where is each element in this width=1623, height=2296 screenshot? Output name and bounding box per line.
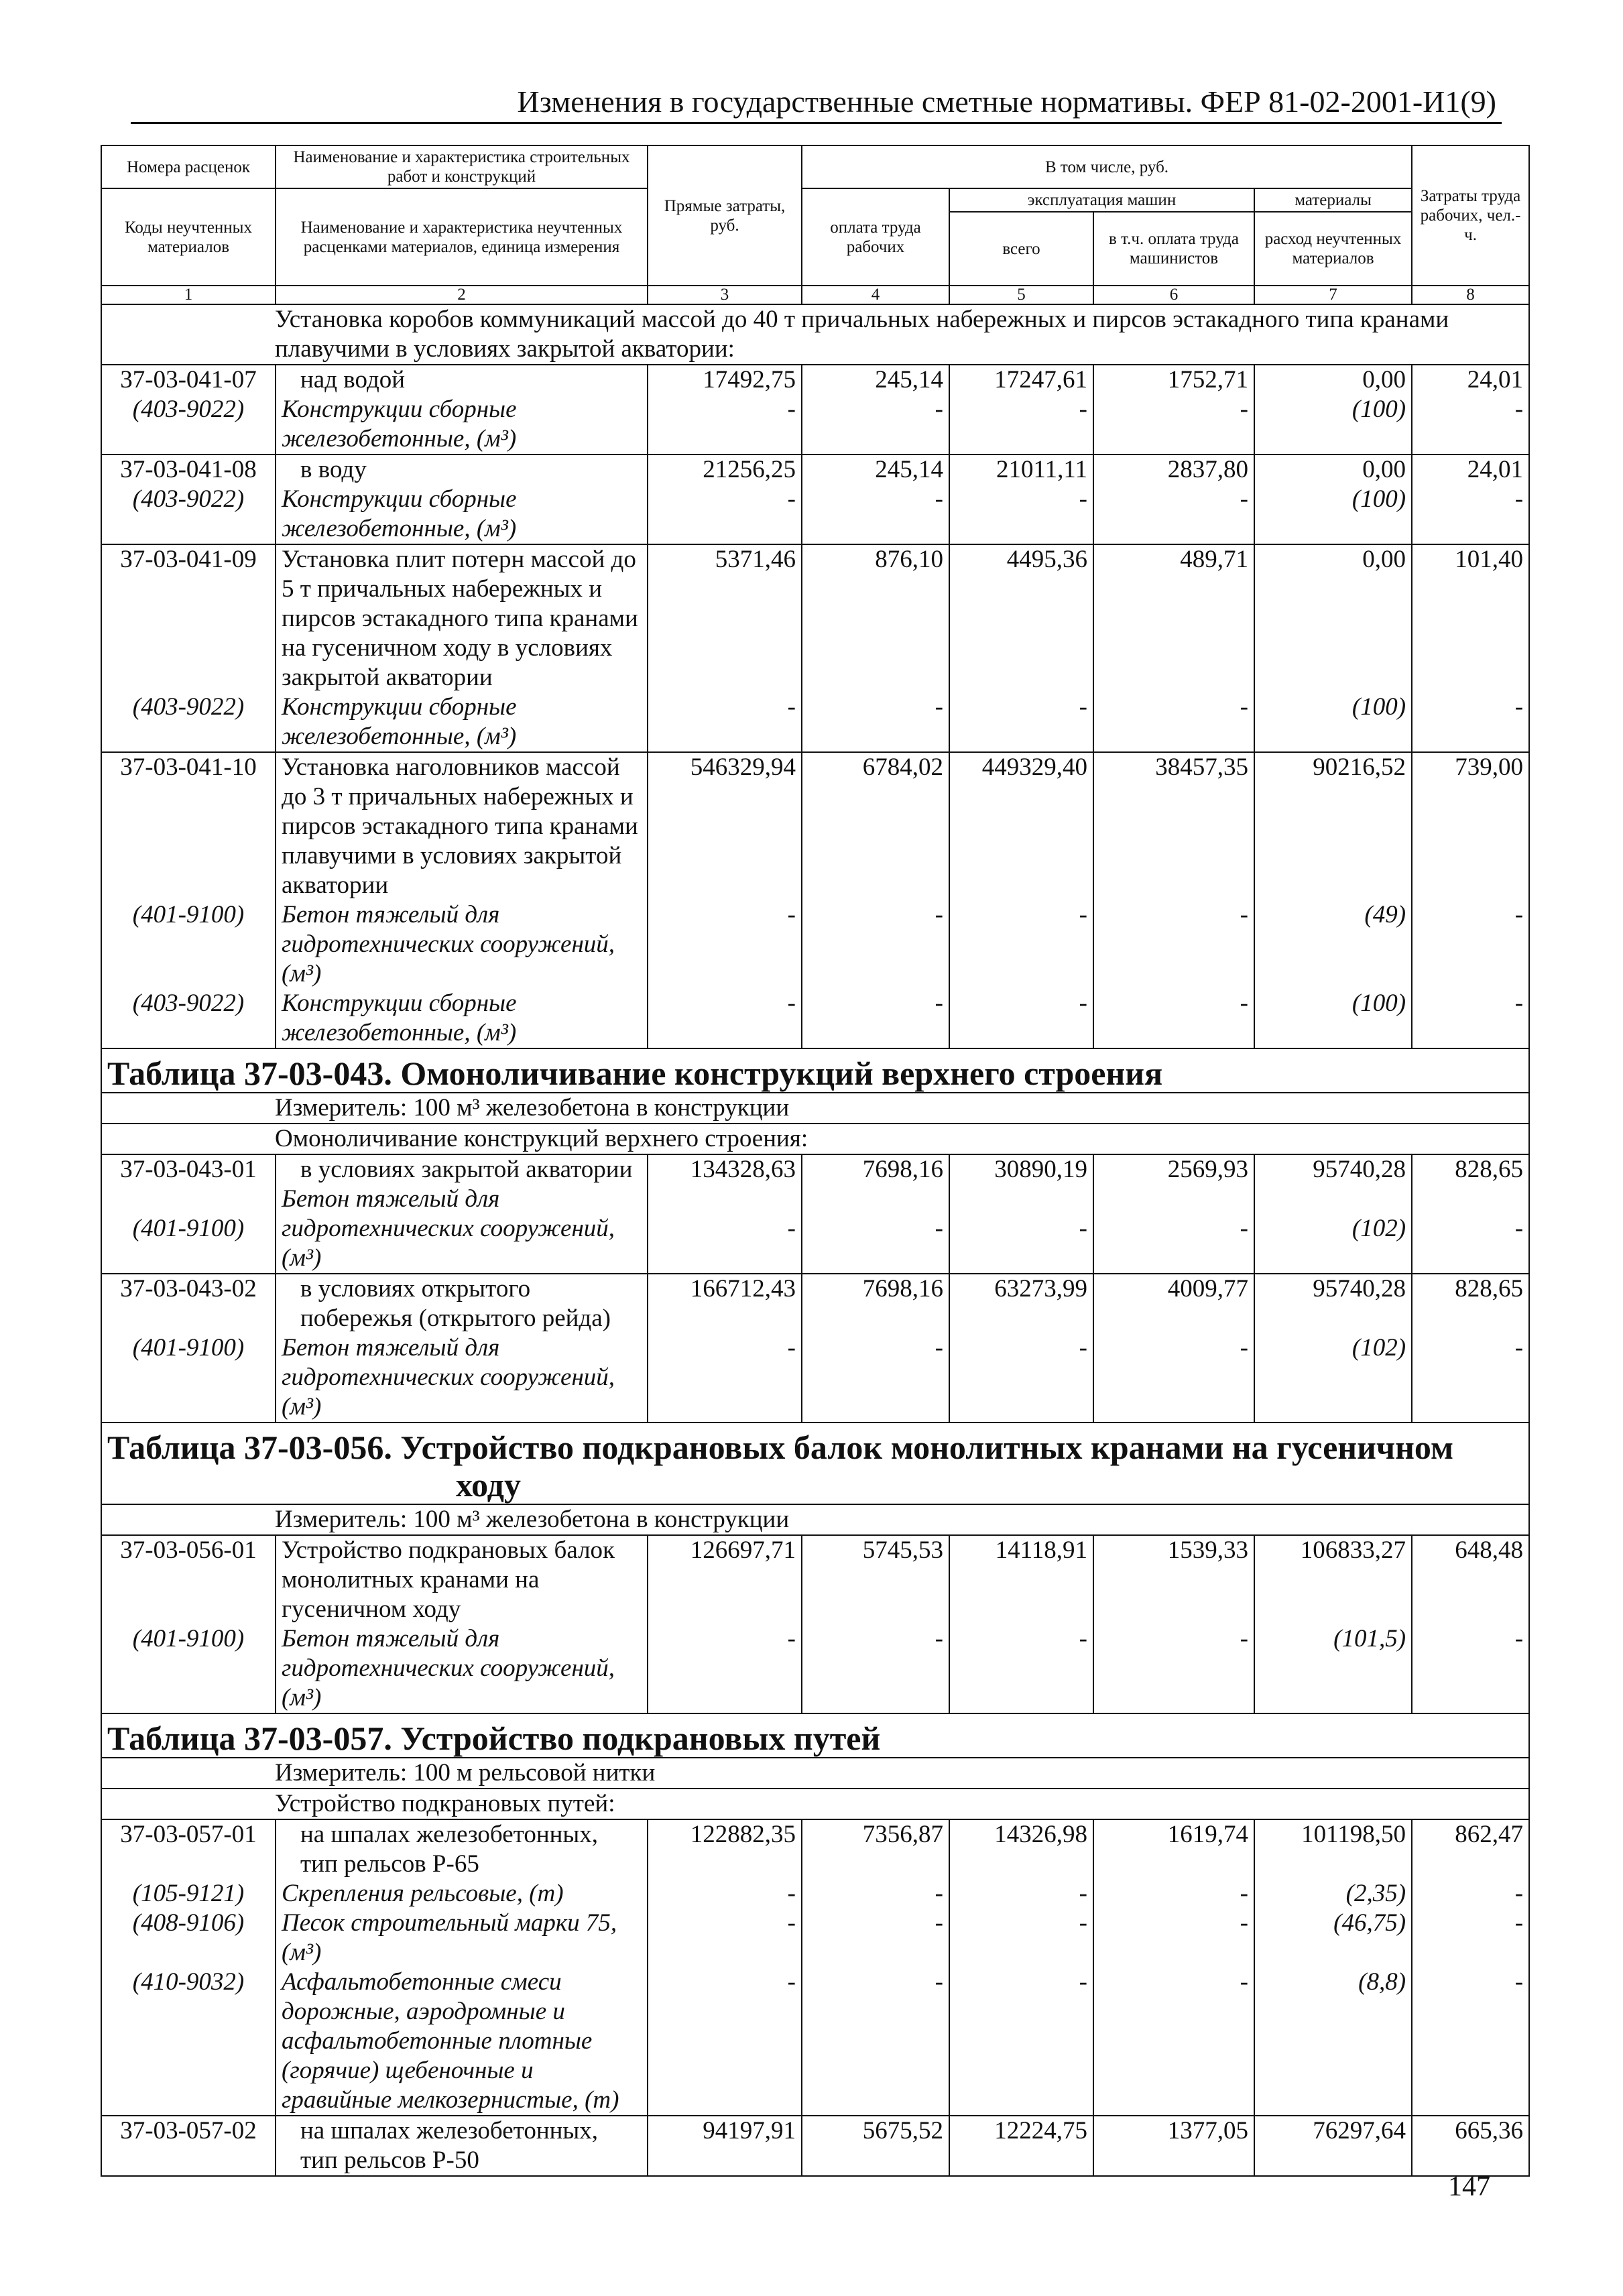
value: 0,00 <box>1362 546 1406 573</box>
material-name: Конструкции сборные железобетонные, (м³) <box>282 396 517 452</box>
machinists-pay <box>1093 544 1254 752</box>
rate-code <box>101 1274 276 1423</box>
name-text: Устройство подкрановых балок монолитных кранами на гусеничном ходу <box>282 1536 615 1623</box>
value: 245,14 <box>875 366 943 394</box>
value: - <box>787 1909 796 1937</box>
machinists-pay <box>1093 1154 1254 1274</box>
value: 6784,02 <box>862 753 943 781</box>
machines-total <box>949 455 1093 544</box>
value: - <box>935 485 943 513</box>
labor-pay <box>802 544 949 752</box>
value: - <box>1240 1968 1248 1996</box>
value: (102) <box>1351 1334 1406 1362</box>
title-line: Таблица 37-03-056. Устройство подкрановых балок монолитных кранами на гусеничном <box>107 1429 1454 1466</box>
direct-cost: 94197,91 <box>648 2116 802 2176</box>
material-code: (401-9100) <box>132 1334 245 1362</box>
value: 30890,19 <box>994 1156 1087 1183</box>
value: - <box>935 1909 943 1937</box>
col-labor-pay: оплата труда рабочих <box>802 188 949 286</box>
machines-total <box>949 1274 1093 1423</box>
value: - <box>935 1334 943 1362</box>
value: - <box>1514 1968 1524 1996</box>
materials <box>1254 1819 1412 2116</box>
value: - <box>1514 901 1524 928</box>
labor-pay <box>802 1819 949 2116</box>
material-name: Песок строительный марки 75, (м³) <box>282 1909 617 1966</box>
machines-total <box>949 752 1093 1048</box>
value: 7698,16 <box>862 1156 943 1183</box>
material-code: (401-9100) <box>132 1625 245 1652</box>
value: 21256,25 <box>703 456 796 483</box>
value: - <box>1240 1625 1248 1652</box>
machines-total <box>949 544 1093 752</box>
machinists-pay <box>1093 1535 1254 1713</box>
page-number: 147 <box>1448 2171 1490 2202</box>
material-name: Асфальтобетонные смеси дорожные, аэродромные и асфальтобетонные плотные (горячие) щебеночные и гравийные мелкозернистые, (т) <box>282 1968 619 2114</box>
material-name: Бетон тяжелый для гидротехнических сооружений, (м³) <box>282 1185 615 1272</box>
value: 7356,87 <box>862 1821 943 1848</box>
table-header <box>101 145 1529 304</box>
value: - <box>1240 1880 1248 1907</box>
col-num: 2 <box>276 286 648 304</box>
table-row <box>101 455 1529 544</box>
meter-text: Измеритель: 100 м рельсовой нитки <box>101 1758 1529 1789</box>
sub-row <box>101 1124 1529 1154</box>
material-name: Бетон тяжелый для гидротехнических сооружений, (м³) <box>282 901 615 987</box>
value: 106833,27 <box>1300 1536 1406 1564</box>
value: 14326,98 <box>994 1821 1087 1848</box>
col-direct: Прямые затраты, руб. <box>648 145 802 286</box>
value: 2569,93 <box>1167 1156 1248 1183</box>
col-machines-total: всего <box>949 212 1093 286</box>
col-num: 8 <box>1412 286 1529 304</box>
rate-name <box>276 1819 648 2116</box>
value: 166712,43 <box>690 1275 796 1303</box>
material-code: (401-9100) <box>132 1215 245 1242</box>
value: 1539,33 <box>1167 1536 1248 1564</box>
material-name: Конструкции сборные железобетонные, (м³) <box>282 693 517 750</box>
rate-code <box>101 1819 276 2116</box>
value: 126697,71 <box>690 1536 796 1564</box>
value: (101,5) <box>1333 1625 1406 1652</box>
value: 245,14 <box>875 456 943 483</box>
rate-name <box>276 1274 648 1423</box>
machines-total: 12224,75 <box>949 2116 1093 2176</box>
value: 5745,53 <box>862 1536 943 1564</box>
value: 134328,63 <box>690 1156 796 1183</box>
value: 739,00 <box>1455 753 1524 781</box>
materials <box>1254 1274 1412 1423</box>
labor-pay <box>802 365 949 455</box>
value: 1619,74 <box>1167 1821 1248 1848</box>
col-num: 7 <box>1254 286 1412 304</box>
labor-hours <box>1412 455 1529 544</box>
value: 5371,46 <box>715 546 796 573</box>
value: - <box>1079 693 1087 721</box>
value: - <box>1514 1334 1524 1362</box>
value: 101,40 <box>1455 546 1524 573</box>
value: - <box>1079 901 1087 928</box>
direct-cost <box>648 1274 802 1423</box>
materials: 76297,64 <box>1254 2116 1412 2176</box>
value: 2837,80 <box>1167 456 1248 483</box>
value: - <box>787 1334 796 1362</box>
sub-row <box>101 1789 1529 1819</box>
page-header <box>131 79 1502 124</box>
value: 449329,40 <box>981 753 1087 781</box>
value: - <box>935 901 943 928</box>
name-text: над водой <box>300 366 406 394</box>
labor-pay <box>802 1535 949 1713</box>
value: (100) <box>1351 989 1406 1017</box>
name-text: на шпалах железобетонных, тип рельсов Р-65 <box>300 1821 599 1878</box>
name-text: в условиях открытого побережья (открытого рейда) <box>300 1275 611 1332</box>
rate-code <box>101 365 276 455</box>
value: 14118,91 <box>995 1536 1087 1564</box>
value: - <box>1514 396 1524 423</box>
code-text: 37-03-041-09 <box>120 546 257 573</box>
machines-total <box>949 1819 1093 2116</box>
table-row <box>101 752 1529 1048</box>
value: (100) <box>1351 693 1406 721</box>
value: 95740,28 <box>1313 1275 1406 1303</box>
rate-name <box>276 752 648 1048</box>
labor-hours <box>1412 1819 1529 2116</box>
value: 876,10 <box>875 546 943 573</box>
material-code: (105-9121) <box>132 1880 245 1907</box>
value: - <box>787 485 796 513</box>
value: (49) <box>1364 901 1406 928</box>
value: 63273,99 <box>994 1275 1087 1303</box>
rate-name <box>276 455 648 544</box>
col-name-bottom: Наименование и характеристика неучтенных расценками материалов, единица измерения <box>276 188 648 286</box>
rate-name <box>276 1535 648 1713</box>
value: - <box>1514 485 1524 513</box>
rate-code: 37-03-057-02 <box>101 2116 276 2176</box>
materials <box>1254 752 1412 1048</box>
material-name: Скрепления рельсовые, (т) <box>282 1880 564 1907</box>
direct-cost <box>648 1535 802 1713</box>
machinists-pay <box>1093 455 1254 544</box>
section-row <box>101 304 1529 365</box>
direct-cost <box>648 1154 802 1274</box>
value: 4009,77 <box>1167 1275 1248 1303</box>
machines-total <box>949 1535 1093 1713</box>
labor-hours <box>1412 365 1529 455</box>
value: - <box>935 1215 943 1242</box>
table-row <box>101 544 1529 752</box>
direct-cost <box>648 365 802 455</box>
name-text: в воду <box>300 456 367 483</box>
sub-caption: Омоноличивание конструкций верхнего строения: <box>101 1124 1529 1154</box>
col-name-top: Наименование и характеристика строительных работ и конструкций <box>276 145 648 188</box>
section-caption <box>101 304 1529 365</box>
rate-name: на шпалах железобетонных, тип рельсов Р-50 <box>276 2116 648 2176</box>
value: 90216,52 <box>1313 753 1406 781</box>
value: - <box>1240 485 1248 513</box>
material-code: (401-9100) <box>132 901 245 928</box>
col-num: 6 <box>1093 286 1254 304</box>
value: - <box>1079 396 1087 423</box>
material-code: (403-9022) <box>132 989 245 1017</box>
meter-row <box>101 1504 1529 1535</box>
col-num: 5 <box>949 286 1093 304</box>
value: 24,01 <box>1467 366 1524 394</box>
labor-pay <box>802 752 949 1048</box>
value: 21011,11 <box>996 456 1087 483</box>
rate-name <box>276 1154 648 1274</box>
material-name: Бетон тяжелый для гидротехнических сооружений, (м³) <box>282 1625 615 1711</box>
machines-total <box>949 365 1093 455</box>
labor-hours <box>1412 752 1529 1048</box>
col-materials: материалы <box>1254 188 1412 212</box>
material-code: (403-9022) <box>132 693 245 721</box>
name-text: в условиях закрытой акватории <box>300 1156 633 1183</box>
col-num: 3 <box>648 286 802 304</box>
value: - <box>787 1880 796 1907</box>
column-numbers <box>101 286 1529 304</box>
materials <box>1254 1154 1412 1274</box>
value: 17247,61 <box>994 366 1087 394</box>
code-text: 37-03-056-01 <box>120 1536 257 1564</box>
code-text: 37-03-043-01 <box>120 1156 257 1183</box>
table-title-row <box>101 1423 1529 1504</box>
rates-table <box>101 145 1530 2177</box>
value: - <box>1514 693 1524 721</box>
value: - <box>1079 989 1087 1017</box>
labor-pay <box>802 1274 949 1423</box>
value: 828,65 <box>1455 1156 1524 1183</box>
code-text: 37-03-057-01 <box>120 1821 257 1848</box>
col-materials-cons: расход неучтенных материалов <box>1254 212 1412 286</box>
col-num: 4 <box>802 286 949 304</box>
table-row <box>101 365 1529 455</box>
value: 648,48 <box>1455 1536 1524 1564</box>
value: - <box>935 693 943 721</box>
value: 546329,94 <box>690 753 796 781</box>
meter-row <box>101 1758 1529 1789</box>
col-machinists: в т.ч. оплата труда машинистов <box>1093 212 1254 286</box>
value: - <box>1514 1215 1524 1242</box>
value: - <box>1240 1215 1248 1242</box>
value: - <box>1514 1909 1524 1937</box>
material-name: Конструкции сборные железобетонные, (м³) <box>282 989 517 1046</box>
section-line: плавучими в условиях закрытой акватории: <box>275 335 735 363</box>
value: 828,65 <box>1455 1275 1524 1303</box>
value: (100) <box>1351 485 1406 513</box>
value: 0,00 <box>1362 456 1406 483</box>
direct-cost <box>648 752 802 1048</box>
value: - <box>787 989 796 1017</box>
direct-cost <box>648 1819 802 2116</box>
table-title: Таблица 37-03-057. Устройство подкрановых путей <box>101 1713 1529 1758</box>
title-line: ходу <box>456 1466 521 1504</box>
value: 95740,28 <box>1313 1156 1406 1183</box>
meter-text: Измеритель: 100 м³ железобетона в конструкции <box>101 1504 1529 1535</box>
section-line: Установка коробов коммуникаций массой до 40 т причальных набережных и пирсов эстакадного типа кранами <box>275 306 1449 333</box>
name-text: Установка наголовников массой до 3 т причальных набережных и пирсов эстакадного типа кранами плавучими в условиях закрытой акватории <box>282 753 638 899</box>
value: - <box>787 1215 796 1242</box>
table-title <box>101 1423 1529 1504</box>
col-num: 1 <box>101 286 276 304</box>
machinists-pay: 1377,05 <box>1093 2116 1254 2176</box>
name-text: Установка плит потерн массой до 5 т причальных набережных и пирсов эстакадного типа кранами на гусеничном ходу в условиях закрытой акватории <box>282 546 638 691</box>
value: - <box>1079 1625 1087 1652</box>
value: 101198,50 <box>1301 1821 1406 1848</box>
value: - <box>1079 485 1087 513</box>
value: - <box>1240 1909 1248 1937</box>
value: - <box>1079 1909 1087 1937</box>
col-labor: Затраты труда рабочих, чел.-ч. <box>1412 145 1529 286</box>
materials <box>1254 1535 1412 1713</box>
value: - <box>1514 1880 1524 1907</box>
table-title-row <box>101 1713 1529 1758</box>
value: - <box>1240 989 1248 1017</box>
value: - <box>935 396 943 423</box>
material-name: Конструкции сборные железобетонные, (м³) <box>282 485 517 542</box>
value: - <box>1079 1334 1087 1362</box>
materials <box>1254 455 1412 544</box>
value: (100) <box>1351 396 1406 423</box>
value: (102) <box>1351 1215 1406 1242</box>
col-codes-bottom: Коды неучтенных материалов <box>101 188 276 286</box>
table-title-row <box>101 1048 1529 1093</box>
rate-code <box>101 1535 276 1713</box>
machines-total <box>949 1154 1093 1274</box>
labor-pay <box>802 455 949 544</box>
value: - <box>935 1625 943 1652</box>
table-row <box>101 1819 1529 2116</box>
meter-row <box>101 1093 1529 1124</box>
value: 4495,36 <box>1006 546 1087 573</box>
table-row <box>101 2116 1529 2176</box>
value: - <box>1240 901 1248 928</box>
labor-pay <box>802 1154 949 1274</box>
machinists-pay <box>1093 1274 1254 1423</box>
value: - <box>787 1625 796 1652</box>
col-machines: эксплуатация машин <box>949 188 1254 212</box>
value: - <box>1240 1334 1248 1362</box>
direct-cost <box>648 544 802 752</box>
machinists-pay <box>1093 1819 1254 2116</box>
material-name: Бетон тяжелый для гидротехнических сооружений, (м³) <box>282 1334 615 1421</box>
value: (2,35) <box>1345 1880 1406 1907</box>
value: - <box>935 1880 943 1907</box>
labor-pay: 5675,52 <box>802 2116 949 2176</box>
value: - <box>1079 1215 1087 1242</box>
materials <box>1254 544 1412 752</box>
code-text: 37-03-043-02 <box>120 1275 257 1303</box>
labor-hours <box>1412 544 1529 752</box>
machinists-pay <box>1093 365 1254 455</box>
rate-name <box>276 365 648 455</box>
value: 38457,35 <box>1155 753 1248 781</box>
code-text: 37-03-041-08 <box>120 456 257 483</box>
value: - <box>935 1968 943 1996</box>
value: 489,71 <box>1180 546 1248 573</box>
sub-caption: Устройство подкрановых путей: <box>101 1789 1529 1819</box>
code-text: 37-03-041-10 <box>120 753 257 781</box>
value: - <box>1514 989 1524 1017</box>
material-code: (410-9032) <box>132 1968 245 1996</box>
value: (8,8) <box>1358 1968 1406 1996</box>
value: 122882,35 <box>690 1821 796 1848</box>
header-title: Изменения в государственные сметные нормативы. ФЕР 81-02-2001-И1(9) <box>517 84 1496 119</box>
value: 24,01 <box>1467 456 1524 483</box>
value: (46,75) <box>1333 1909 1406 1937</box>
table-row <box>101 1535 1529 1713</box>
value: - <box>787 901 796 928</box>
labor-hours <box>1412 1154 1529 1274</box>
rate-code <box>101 544 276 752</box>
rate-code <box>101 1154 276 1274</box>
material-code: (403-9022) <box>132 485 245 513</box>
rate-code <box>101 752 276 1048</box>
labor-hours <box>1412 1274 1529 1423</box>
machinists-pay <box>1093 752 1254 1048</box>
value: 1752,71 <box>1167 366 1248 394</box>
value: - <box>1240 693 1248 721</box>
labor-hours <box>1412 1535 1529 1713</box>
value: 17492,75 <box>703 366 796 394</box>
col-incl: В том числе, руб. <box>802 145 1412 188</box>
value: - <box>935 989 943 1017</box>
meter-text: Измеритель: 100 м³ железобетона в конструкции <box>101 1093 1529 1124</box>
value: - <box>787 396 796 423</box>
value: - <box>787 1968 796 1996</box>
value: 862,47 <box>1455 1821 1524 1848</box>
material-code: (408-9106) <box>132 1909 245 1937</box>
table-title: Таблица 37-03-043. Омоноличивание конструкций верхнего строения <box>101 1048 1529 1093</box>
table-row <box>101 1154 1529 1274</box>
rate-code <box>101 455 276 544</box>
table-row <box>101 1274 1529 1423</box>
labor-hours: 665,36 <box>1412 2116 1529 2176</box>
value: 0,00 <box>1362 366 1406 394</box>
col-codes-top: Номера расценок <box>101 145 276 188</box>
rate-name <box>276 544 648 752</box>
materials <box>1254 365 1412 455</box>
value: 7698,16 <box>862 1275 943 1303</box>
value: - <box>1079 1968 1087 1996</box>
value: - <box>1514 1625 1524 1652</box>
value: - <box>787 693 796 721</box>
direct-cost <box>648 455 802 544</box>
code-text: 37-03-041-07 <box>120 366 257 394</box>
value: - <box>1079 1880 1087 1907</box>
value: - <box>1240 396 1248 423</box>
material-code: (403-9022) <box>132 396 245 423</box>
